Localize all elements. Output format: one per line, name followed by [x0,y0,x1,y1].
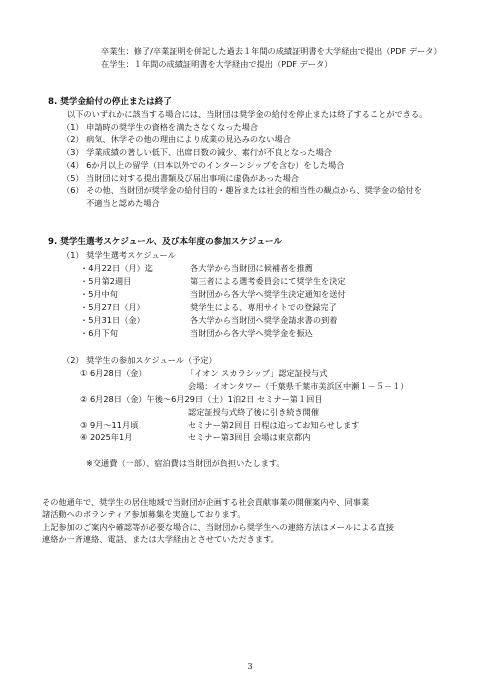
participation-schedule-title: （2） 奨学生の参加スケジュール（予定） [62,355,217,365]
schedule-date: ・4月22日（月）迄 [80,263,153,273]
participation-desc: 「イオン スカラシップ」認定証授与式 [186,368,328,378]
schedule-date: ・5月27日（月） [80,302,145,312]
enrolled-requirement: 在学生：１年間の成績証明書を大学経由で提出（PDF データ） [101,59,333,69]
schedule-date: ・6月下旬 [80,328,118,338]
section-8-item: （3） 学業成績の著しい低下、出席日数の減少、素行が不良となった場合 [62,147,332,157]
section-8-heading: 8. 奨学金給付の停止または終了 [48,97,172,107]
section-8-item: （2） 病気、休学その他の理由により成業の見込みのない場合 [62,134,291,144]
participation-venue: 会場：イオンタワー（千葉県千葉市美浜区中瀬１－５－１） [188,381,409,391]
schedule-desc: 各大学から当財団へ奨学金請求書の到着 [190,315,338,325]
closing-paragraph-1-cont: 諸活動へのボランティア参加募集を実施しております。 [42,509,246,519]
selection-schedule-title: （1） 奨学生選考スケジュール [62,250,176,260]
section-8-item: （4） 6か月以上の留学（日本以外でのインターンシップを含む）をした場合 [62,160,345,170]
schedule-desc: 各大学から当財団に候補者を推薦 [190,263,313,273]
schedule-desc: 当財団から各大学へ奨学金を振込 [190,328,313,338]
closing-paragraph-2-cont: 連絡か一斉連絡、電話、または大学経由とさせていただきます。 [42,534,279,544]
schedule-desc: 奨学生による、専用サイトでの登録完了 [190,302,337,312]
schedule-date: ・5月中旬 [80,289,118,299]
participation-date: ① 6月28日（金） [80,368,147,378]
participation-date: ③ 9月～11月頃 [80,420,139,430]
participation-sub: 認定証授与式終了後に引き続き開催 [188,407,320,417]
closing-paragraph-2: 上記参加のご案内や確認等が必要な場合に、当財団から奨学生への連絡方法はメールによる直接 [42,522,394,532]
section-8-item: （5） 当財団に対する提出書類及び届出事項に虚偽があった場合 [62,173,299,183]
closing-paragraph-1: その他通年で、奨学生の居住地域で当財団が企画する社会貢献事業の開催案内や、同事業 [42,497,370,507]
expense-note: ※交通費（一部）、宿泊費は当財団が負担いたします。 [86,458,285,468]
section-9-heading: 9. 奨学生選考スケジュール、及び本年度の参加スケジュール [48,237,282,247]
participation-desc: セミナー第3回目 会場は東京都内 [188,432,311,442]
section-8-item: （1） 申請時の奨学生の資格を満たさなくなった場合 [62,122,259,132]
schedule-date: ・5月31日（金） [80,315,145,325]
participation-desc: セミナー第2回目 日程は追ってお知らせします [188,420,360,430]
participation-line: ② 6月28日（金）午後～6月29日（土）1泊2日 セミナー第１回目 [80,394,323,404]
graduate-requirement: 卒業生：修了/卒業証明を併記した過去１年間の成績証明書を大学経由で提出（PDF データ） [101,46,442,56]
participation-date: ④ 2025年1月 [80,432,133,442]
schedule-desc: 第三者による選考委員会にて奨学生を決定 [190,276,346,286]
section-8-item-continuation: 不適当と認めた場合 [86,198,160,208]
schedule-date: ・5月第2週目 [80,276,132,286]
section-8-lead: 以下のいずれかに該当する場合には、当財団は奨学金の給付を停止または終了することができる。 [67,109,428,119]
section-8-item: （6） その他、当財団が奨学金の給付目的・趣旨または社会的相当性の観点から、奨学金の給付を [62,185,422,195]
page-number: 3 [247,662,253,671]
schedule-desc: 当財団から各大学へ奨学生決定通知を送付 [190,289,346,299]
